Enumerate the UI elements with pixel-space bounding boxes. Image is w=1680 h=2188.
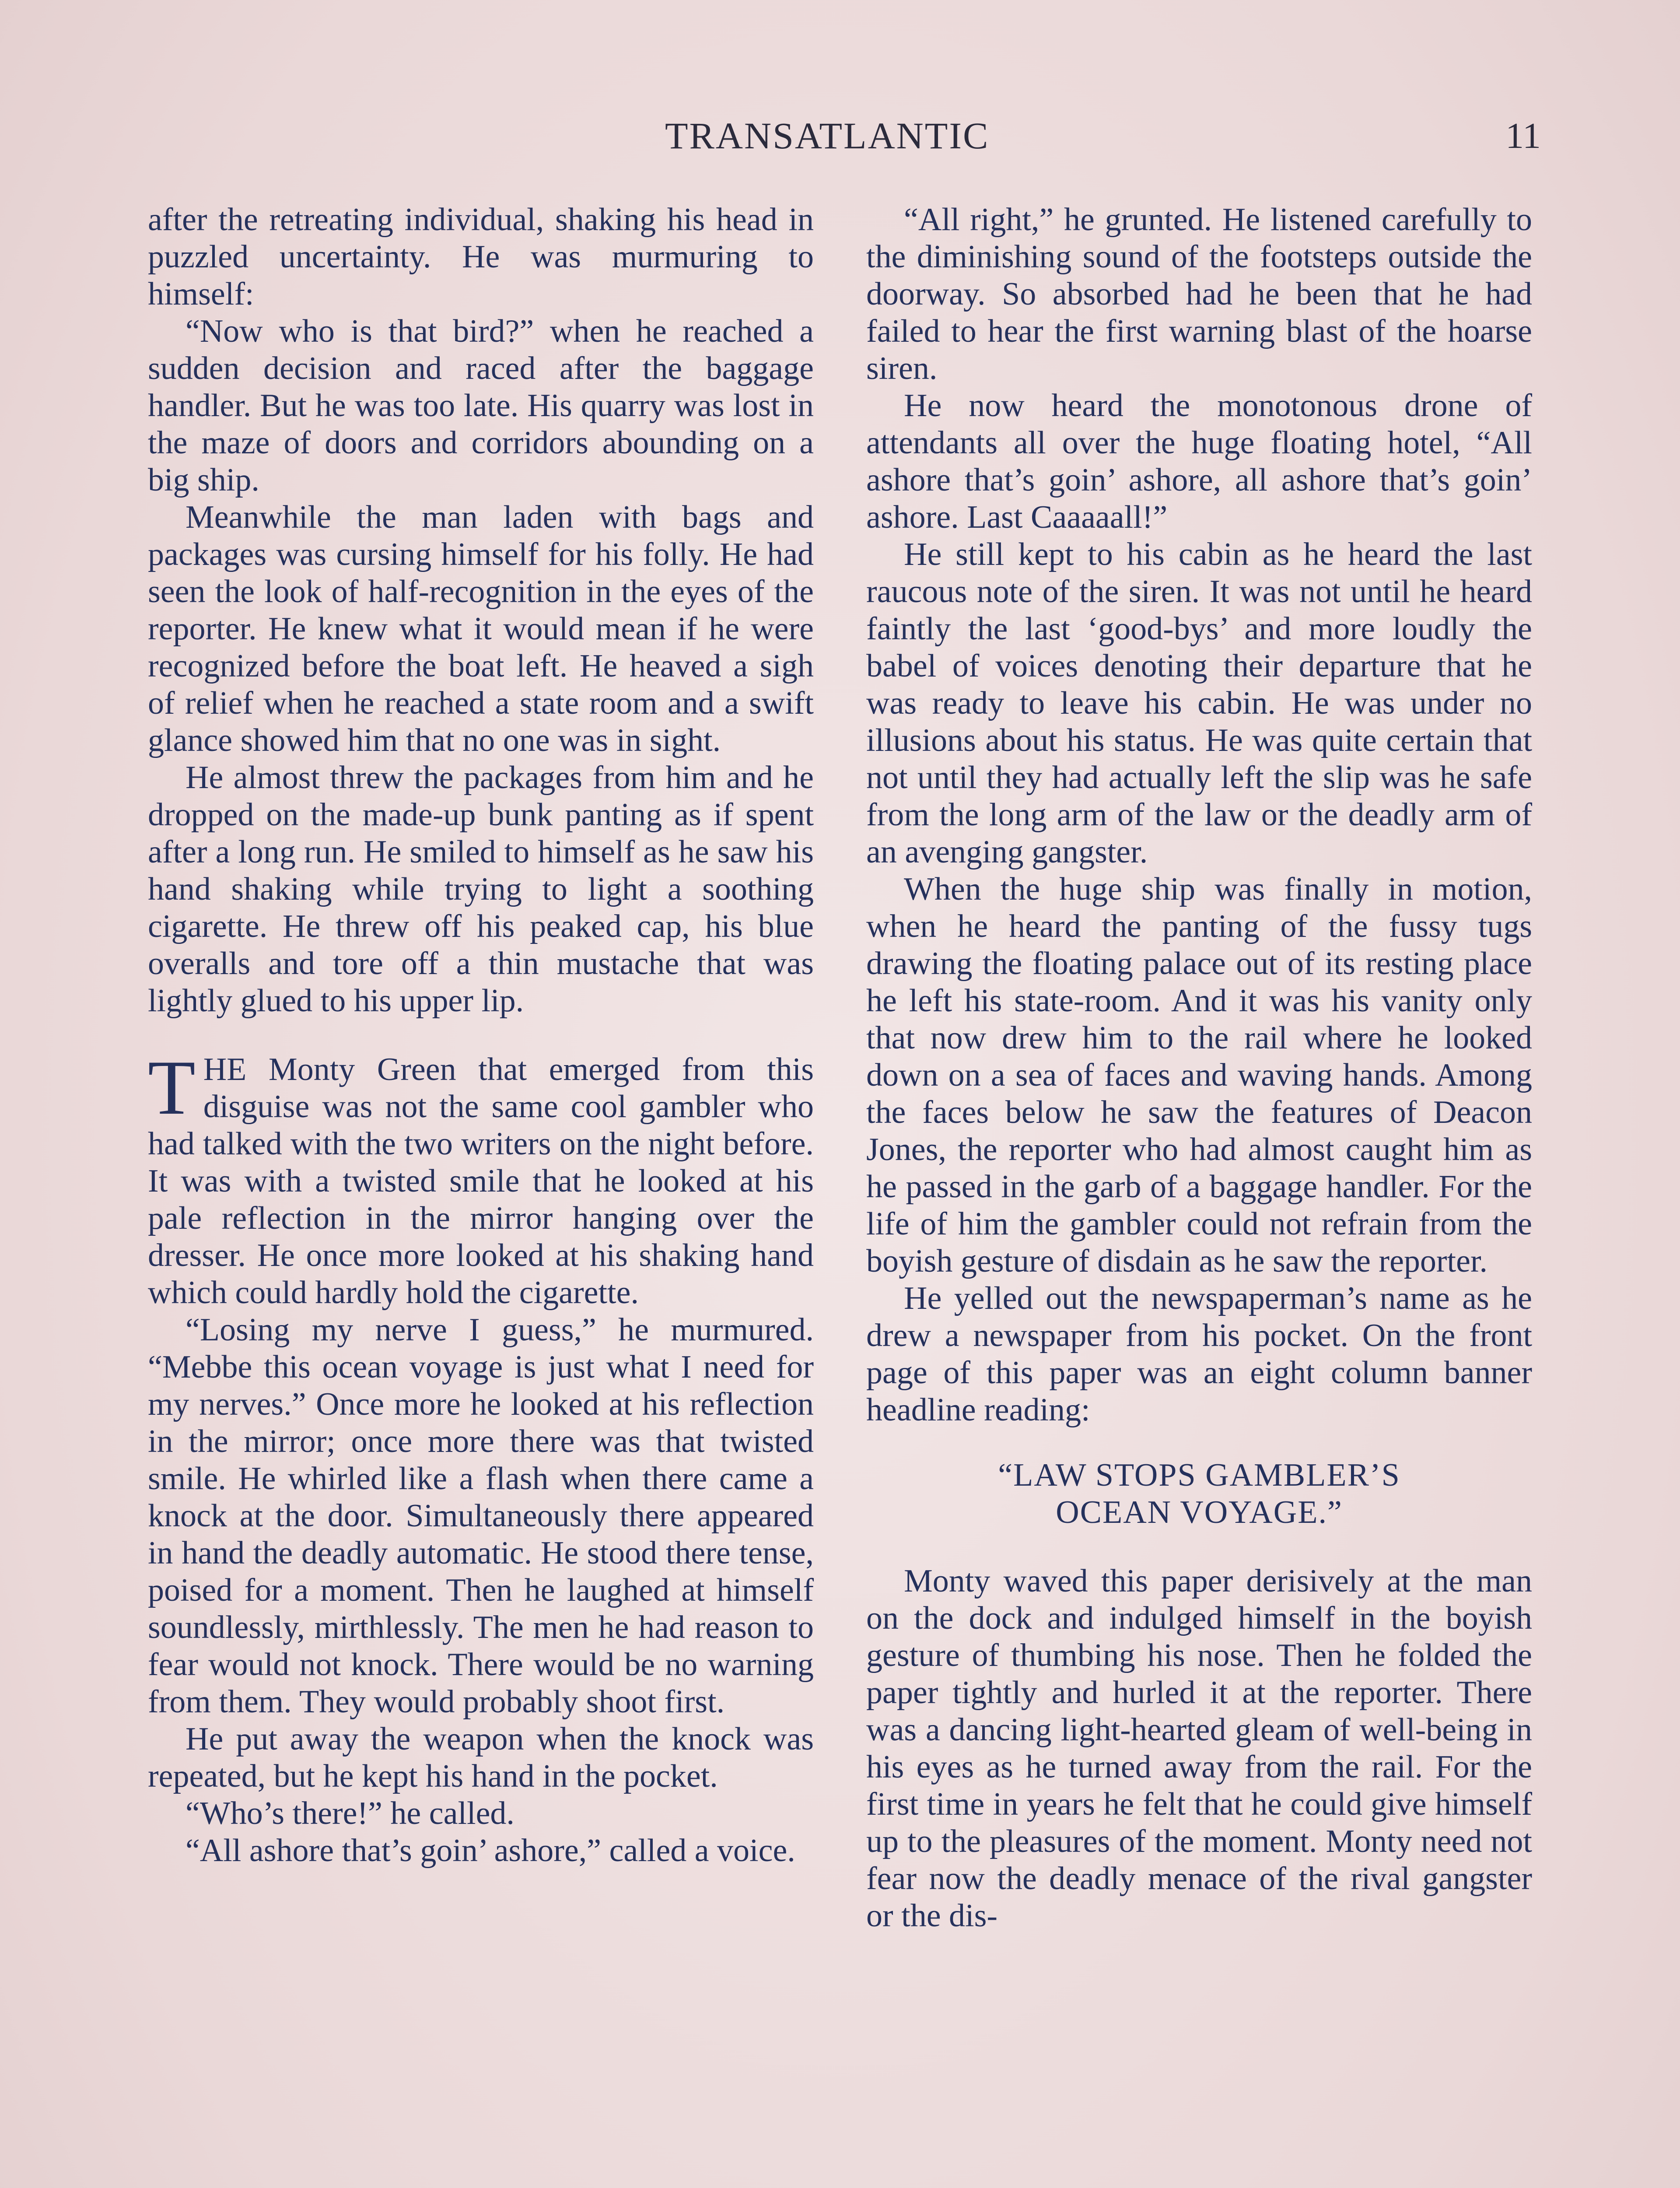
paragraph-text: HE Monty Green that emerged from this disguise was not the same cool gambler who had talked with the two writers on the night before. It was with a twisted smile that he looked at his pale reflection in the mirror hanging over the dresser. He once more looked at his shaking hand which could hardly hold the cigarette. [148,1052,814,1311]
paragraph: He almost threw the packages from him and he dropped on the made-up bunk panting as if spent after a long run. He smiled to himself as he saw his hand shaking while trying to light a soothing cigarette. He threw off his peaked cap, his blue overalls and tore off a thin mustache that was lightly glued to his upper lip. [148,760,814,1019]
page-number: 11 [1505,116,1541,156]
paragraph: He still kept to his cabin as he heard the last raucous note of the siren. It was not until he heard faintly the last ‘good-bys’ and more loudly the babel of voices denoting their departure that he was ready to leave his cabin. He was under no illusions about his status. He was quite certain that not until they had actually left the slip was he safe from the long arm of the law or the deadly arm of an avenging gangster. [866,536,1532,870]
paragraph: “All ashore that’s goin’ ashore,” called a voice. [186,1833,795,1869]
paragraph-with-dropcap [148,1044,814,1311]
paragraph: He put away the weapon when the knock was repeated, but he kept his hand in the pocket. [148,1721,814,1794]
paragraph: Monty waved this paper derisively at the man on the dock and indulged himself in the boyish gesture of thumbing his nose. Then he folded the paper tightly and hurled it at the reporter. There was a dancing light-hearted gleam of well-being in his eyes as he turned away from the rail. For the first time in years he felt that he could give himself up to the pleasures of the moment. Monty need not fear now the deadly menace of the rival gangster or the dis- [866,1563,1532,1934]
paragraph: “Who’s there!” he called. [186,1795,514,1831]
newspaper-headline [866,1457,1532,1531]
left-column [148,201,814,1869]
headline-line: OCEAN VOYAGE.” [1056,1494,1343,1530]
paragraph: “All right,” he grunted. He listened carefully to the diminishing sound of the footsteps outside the doorway. So absorbed had he been that he had failed to hear the first warning blast of the hoarse siren. [866,202,1532,386]
drop-cap: T [148,1044,196,1131]
headline-line: “LAW STOPS GAMBLER’S [998,1457,1400,1493]
section-break [866,1531,1532,1563]
paragraph: When the huge ship was finally in motion, when he heard the panting of the fussy tugs drawing the floating palace out of its resting place he left his state-room. And it was his vanity only that now drew him to the rail where he looked down on a sea of faces and waving hands. Among the faces below he saw the features of Deacon Jones, the reporter who had almost caught him as he passed in the garb of a baggage handler. For the life of him the gambler could not refrain from the boyish gesture of disdain as he saw the reporter. [866,871,1532,1279]
paragraph: “Losing my nerve I guess,” he murmured. “Mebbe this ocean voyage is just what I need for my nerves.” Once more he looked at his reflection in the mirror; once more there was that twisted smile. He whirled like a flash when there came a knock at the door. Simultaneously there appeared in hand the deadly automatic. He stood there tense, poised for a moment. Then he laughed at himself soundlessly, mirthlessly. The men he had reason to fear would not knock. There would be no warning from them. They would probably shoot first. [148,1312,814,1720]
running-head: TRANSATLANTIC [665,115,990,157]
paragraph: He now heard the monotonous drone of attendants all over the huge floating hotel, “All ashore that’s goin’ ashore, all ashore that’s goin’ ashore. Last Caaaaall!” [866,388,1532,535]
paragraph: “Now who is that bird?” when he reached a sudden decision and raced after the baggage handler. But he was too late. His quarry was lost in the maze of doors and corridors abounding on a big ship. [148,313,814,498]
paragraph: He yelled out the newspaperman’s name as he drew a newspaper from his pocket. On the front page of this paper was an eight column banner headline reading: [866,1280,1532,1428]
right-column [866,201,1532,1935]
paragraph: after the retreating individual, shaking his head in puzzled uncertainty. He was murmuring to himself: [148,202,814,312]
paragraph: Meanwhile the man laden with bags and packages was cursing himself for his folly. He had seen the look of half-recognition in the eyes of the reporter. He knew what it would mean if he were recognized before the boat left. He heaved a sigh of relief when he reached a state room and a swift glance showed him that no one was in sight. [148,499,814,758]
section-break [148,1020,814,1051]
